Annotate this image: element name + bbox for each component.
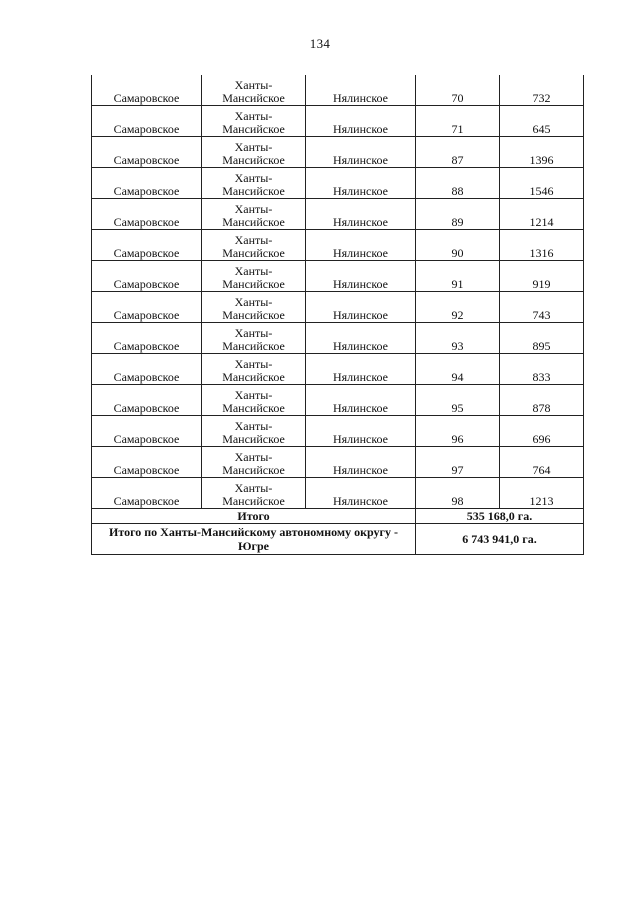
district-cell <box>202 106 306 137</box>
district-line-2: Мансийское <box>222 339 285 353</box>
grand-total-label: Итого по Ханты-Мансийскому автономному округу - Югре <box>92 524 416 555</box>
subdivision-cell: Нялинское <box>306 168 416 199</box>
quarter-cell: 93 <box>416 323 500 354</box>
quarter-cell: 89 <box>416 199 500 230</box>
table-row <box>92 354 584 385</box>
table-row <box>92 230 584 261</box>
forestry-cell: Самаровское <box>92 323 202 354</box>
quarter-cell: 96 <box>416 416 500 447</box>
subdivision-cell: Нялинское <box>306 106 416 137</box>
district-line-1: Ханты- <box>234 419 273 433</box>
district-cell <box>202 292 306 323</box>
quarter-cell: 87 <box>416 137 500 168</box>
total-label: Итого <box>92 509 416 524</box>
table-row <box>92 168 584 199</box>
subdivision-cell: Нялинское <box>306 478 416 509</box>
grand-total-row <box>92 524 584 555</box>
table-row <box>92 416 584 447</box>
area-cell: 919 <box>500 261 584 292</box>
quarter-cell: 98 <box>416 478 500 509</box>
table-row <box>92 478 584 509</box>
district-line-1: Ханты- <box>234 233 273 247</box>
district-line-2: Мансийское <box>222 463 285 477</box>
district-cell <box>202 199 306 230</box>
area-cell: 732 <box>500 75 584 106</box>
forestry-cell: Самаровское <box>92 75 202 106</box>
area-cell: 696 <box>500 416 584 447</box>
table-row <box>92 292 584 323</box>
district-line-2: Мансийское <box>222 308 285 322</box>
district-cell <box>202 261 306 292</box>
district-line-1: Ханты- <box>234 450 273 464</box>
table-row <box>92 323 584 354</box>
area-cell: 1316 <box>500 230 584 261</box>
table-row <box>92 75 584 106</box>
forestry-cell: Самаровское <box>92 478 202 509</box>
subdivision-cell: Нялинское <box>306 75 416 106</box>
subdivision-cell: Нялинское <box>306 385 416 416</box>
subdivision-cell: Нялинское <box>306 230 416 261</box>
district-cell <box>202 323 306 354</box>
district-line-1: Ханты- <box>234 202 273 216</box>
district-line-2: Мансийское <box>222 401 285 415</box>
district-line-2: Мансийское <box>222 494 285 508</box>
district-line-1: Ханты- <box>234 264 273 278</box>
forestry-cell: Самаровское <box>92 199 202 230</box>
quarter-cell: 71 <box>416 106 500 137</box>
district-line-1: Ханты- <box>234 481 273 495</box>
district-line-1: Ханты- <box>234 140 273 154</box>
quarter-cell: 91 <box>416 261 500 292</box>
quarter-cell: 97 <box>416 447 500 478</box>
district-line-2: Мансийское <box>222 122 285 136</box>
district-cell <box>202 354 306 385</box>
district-cell <box>202 416 306 447</box>
area-cell: 1214 <box>500 199 584 230</box>
subdivision-cell: Нялинское <box>306 447 416 478</box>
total-row <box>92 509 584 524</box>
subdivision-cell: Нялинское <box>306 354 416 385</box>
area-cell: 743 <box>500 292 584 323</box>
forestry-cell: Самаровское <box>92 292 202 323</box>
forestry-cell: Самаровское <box>92 385 202 416</box>
table-row <box>92 385 584 416</box>
area-cell: 645 <box>500 106 584 137</box>
table-row <box>92 199 584 230</box>
subdivision-cell: Нялинское <box>306 292 416 323</box>
district-cell <box>202 385 306 416</box>
district-line-1: Ханты- <box>234 78 273 92</box>
area-cell: 833 <box>500 354 584 385</box>
total-value: 535 168,0 га. <box>416 509 584 524</box>
grand-total-value: 6 743 941,0 га. <box>416 524 584 555</box>
district-cell <box>202 230 306 261</box>
forestry-cell: Самаровское <box>92 106 202 137</box>
district-line-1: Ханты- <box>234 326 273 340</box>
table-row <box>92 447 584 478</box>
area-cell: 1546 <box>500 168 584 199</box>
area-cell: 878 <box>500 385 584 416</box>
district-line-2: Мансийское <box>222 277 285 291</box>
area-cell: 764 <box>500 447 584 478</box>
district-line-2: Мансийское <box>222 215 285 229</box>
area-cell: 1213 <box>500 478 584 509</box>
area-cell: 1396 <box>500 137 584 168</box>
district-line-2: Мансийское <box>222 91 285 105</box>
subdivision-cell: Нялинское <box>306 137 416 168</box>
district-line-1: Ханты- <box>234 171 273 185</box>
district-line-1: Ханты- <box>234 357 273 371</box>
district-cell <box>202 75 306 106</box>
forestry-cell: Самаровское <box>92 261 202 292</box>
forestry-cell: Самаровское <box>92 230 202 261</box>
subdivision-cell: Нялинское <box>306 323 416 354</box>
district-cell <box>202 447 306 478</box>
forestry-cell: Самаровское <box>92 354 202 385</box>
district-line-1: Ханты- <box>234 295 273 309</box>
page-number: 134 <box>309 36 331 51</box>
forestry-cell: Самаровское <box>92 416 202 447</box>
district-cell <box>202 137 306 168</box>
district-line-2: Мансийское <box>222 184 285 198</box>
quarter-cell: 92 <box>416 292 500 323</box>
subdivision-cell: Нялинское <box>306 199 416 230</box>
district-line-2: Мансийское <box>222 370 285 384</box>
district-line-2: Мансийское <box>222 153 285 167</box>
forestry-cell: Самаровское <box>92 137 202 168</box>
subdivision-cell: Нялинское <box>306 261 416 292</box>
quarter-cell: 88 <box>416 168 500 199</box>
quarter-cell: 95 <box>416 385 500 416</box>
district-cell <box>202 478 306 509</box>
district-line-1: Ханты- <box>234 388 273 402</box>
district-line-1: Ханты- <box>234 109 273 123</box>
district-line-2: Мансийское <box>222 246 285 260</box>
forestry-cell: Самаровское <box>92 168 202 199</box>
district-line-2: Мансийское <box>222 432 285 446</box>
area-cell: 895 <box>500 323 584 354</box>
forestry-cell: Самаровское <box>92 447 202 478</box>
table-row <box>92 261 584 292</box>
quarter-cell: 94 <box>416 354 500 385</box>
quarter-cell: 70 <box>416 75 500 106</box>
district-cell <box>202 168 306 199</box>
table-row <box>92 106 584 137</box>
quarter-cell: 90 <box>416 230 500 261</box>
table-row <box>92 137 584 168</box>
forest-area-table <box>91 75 584 555</box>
table-body <box>92 75 584 555</box>
subdivision-cell: Нялинское <box>306 416 416 447</box>
